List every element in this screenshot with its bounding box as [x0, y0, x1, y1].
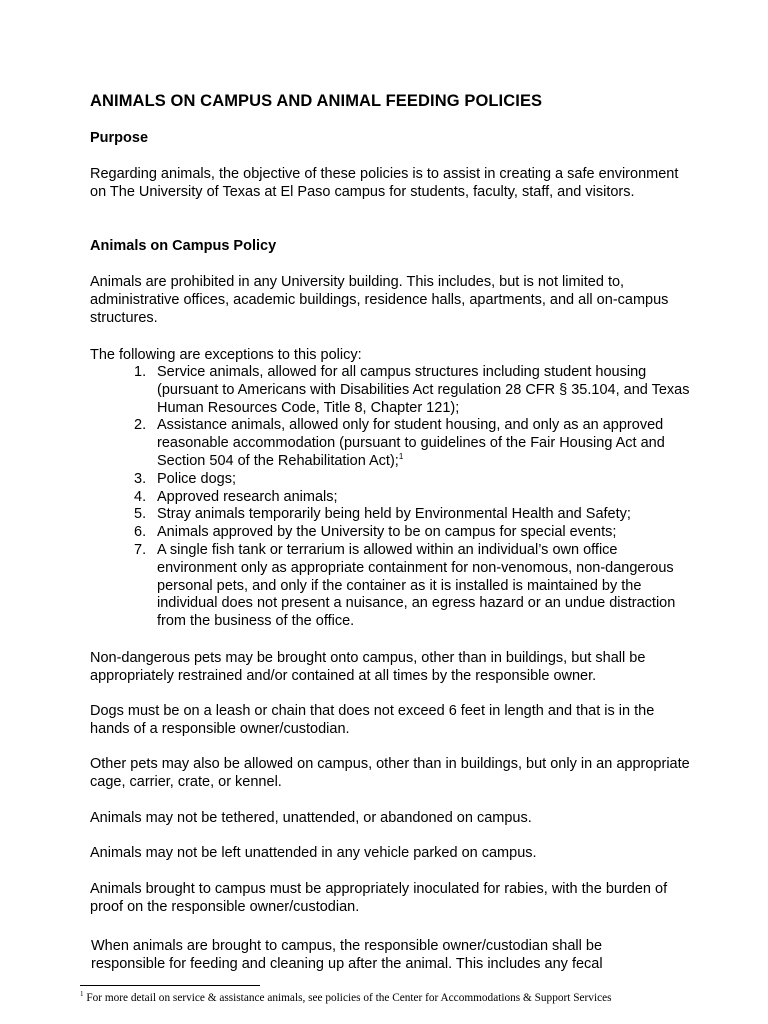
- policy-heading: Animals on Campus Policy: [90, 238, 277, 254]
- exception-number: 4.: [134, 488, 147, 505]
- exception-item: [90, 542, 690, 631]
- policy-intro-paragraph: Animals are prohibited in any University building. This includes, but is not limited to, administrative offices, academic buildings, residence halls, apartments, and all on-campus structures.: [90, 274, 669, 326]
- purpose-heading: Purpose: [90, 130, 149, 146]
- footnote-marker: 1: [80, 990, 84, 999]
- exception-item: [90, 489, 690, 507]
- exception-item: [90, 364, 690, 417]
- tethered-paragraph: Animals may not be tethered, unattended, or abandoned on campus.: [90, 810, 532, 826]
- exception-text: Service animals, allowed for all campus structures including student housing (pursuant to Americans with Disabilities Act regulation 28 CFR § 35.104, and Texas Human Resources Code, Title 8, Chapter 121);: [157, 364, 690, 416]
- exception-text: A single fish tank or terrarium is allowed within an individual’s own office environment only as appropriate containment for non-venomous, non-dangerous personal pets, and only if the container as it is installed is maintained by the individual does not present a nuisance, an egress hazard or an undue distraction from the business of the office.: [157, 541, 676, 630]
- exceptions-list: [90, 364, 690, 631]
- exception-item: [90, 417, 690, 470]
- exceptions-intro: The following are exceptions to this policy:: [90, 347, 362, 363]
- footnote-divider: [80, 985, 260, 986]
- exception-number: 3.: [134, 470, 147, 487]
- pets-paragraph: Non-dangerous pets may be brought onto campus, other than in buildings, but shall be appropriately restrained and/or contained at all times by the responsible owner.: [90, 650, 646, 684]
- exception-number: 2.: [134, 417, 147, 434]
- exception-item: [90, 471, 690, 489]
- exception-item: [90, 524, 690, 542]
- document-title: ANIMALS ON CAMPUS AND ANIMAL FEEDING POLICIES: [90, 92, 543, 110]
- rabies-paragraph: Animals brought to campus must be appropriately inoculated for rabies, with the burden of proof on the responsible owner/custodian.: [90, 881, 668, 915]
- footnote-text: For more detail on service & assistance animals, see policies of the Center for Accommodations & Support Services: [86, 992, 612, 1004]
- exception-number: 6.: [134, 524, 147, 541]
- exception-text: Stray animals temporarily being held by Environmental Health and Safety;: [157, 506, 631, 523]
- exception-text: Approved research animals;: [157, 488, 338, 505]
- exception-text: Police dogs;: [157, 470, 236, 487]
- footnote: [80, 991, 720, 1005]
- footnote-reference: 1: [398, 452, 404, 462]
- exception-text: Animals approved by the University to be on campus for special events;: [157, 524, 617, 541]
- purpose-paragraph: Regarding animals, the objective of these policies is to assist in creating a safe environment on The University of Texas at El Paso campus for students, faculty, staff, and visitors.: [90, 166, 679, 200]
- containment-paragraph: Other pets may also be allowed on campus, other than in buildings, but only in an appropriate cage, carrier, crate, or kennel.: [90, 756, 690, 790]
- exception-number: 1.: [134, 364, 147, 380]
- feeding-paragraph: When animals are brought to campus, the responsible owner/custodian shall be responsible for feeding and cleaning up after the animal. This includes any fecal: [91, 938, 603, 972]
- exception-number: 7.: [134, 541, 147, 558]
- exception-number: 5.: [134, 506, 147, 523]
- vehicle-paragraph: Animals may not be left unattended in any vehicle parked on campus.: [90, 845, 537, 861]
- exception-text: Assistance animals, allowed only for student housing, and only as an approved reasonable accommodation (pursuant to guidelines of the Fair Housing Act and Section 504 of the Rehabilitation Act);: [157, 417, 665, 469]
- exception-item: [90, 506, 690, 524]
- leash-paragraph: Dogs must be on a leash or chain that does not exceed 6 feet in length and that is in the hands of a responsible owner/custodian.: [90, 703, 655, 737]
